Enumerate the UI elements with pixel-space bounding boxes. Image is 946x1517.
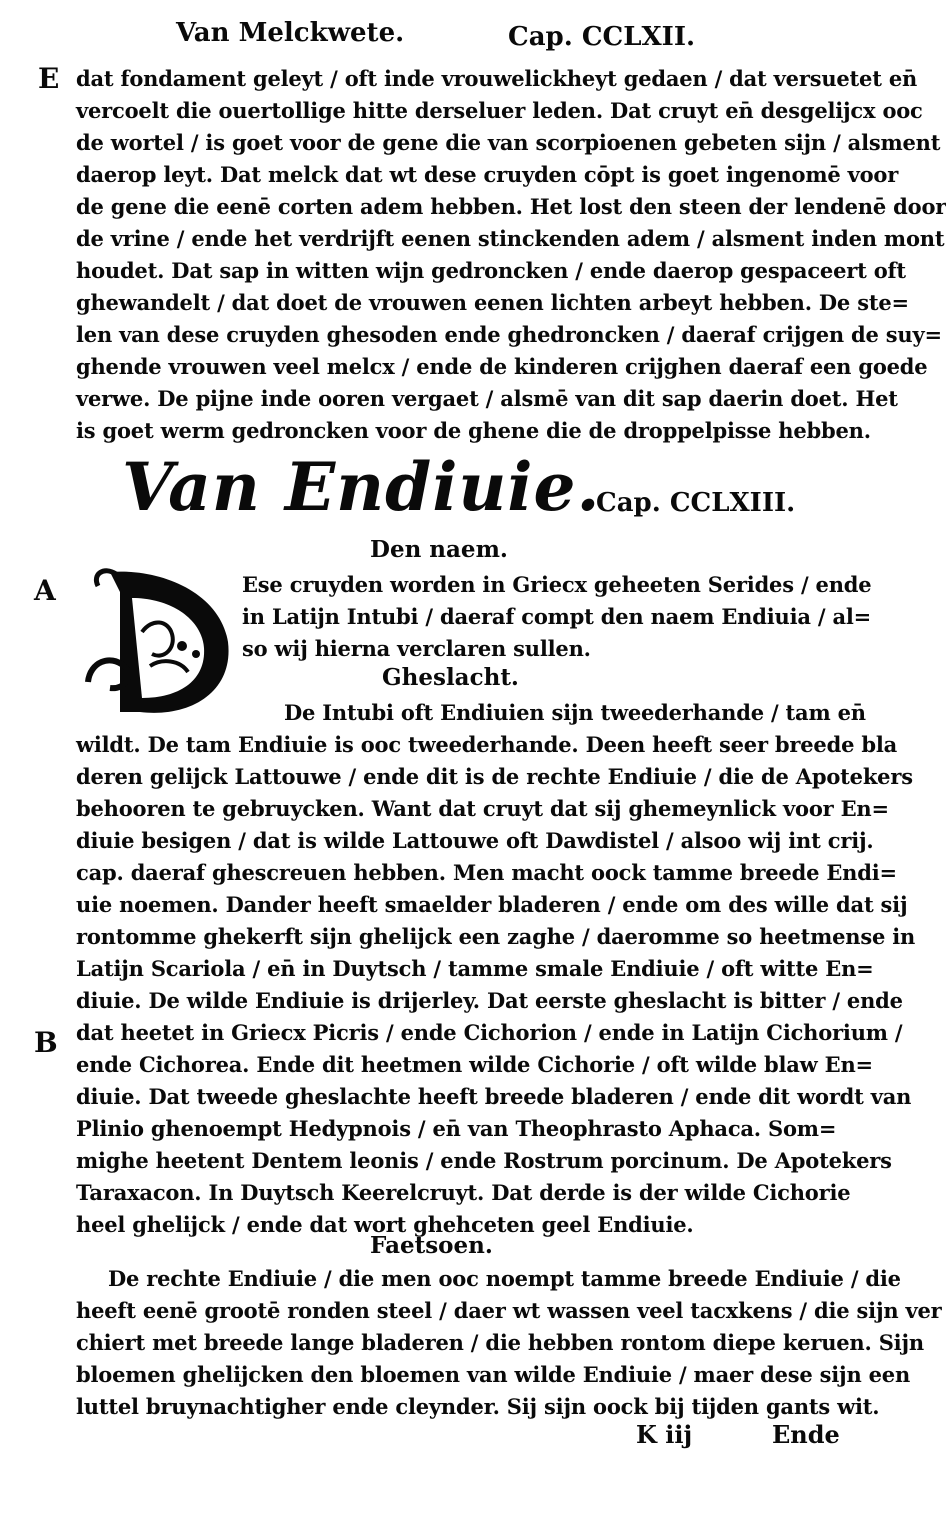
text-line: mighe heetent Dentem leonis / ende Rostrum porcinum. De Apotekers bbox=[76, 1148, 892, 1173]
chapter-number: Cap. CCLXIII. bbox=[596, 488, 796, 518]
text-line: is goet werm gedroncken voor de ghene die de droppelpisse hebben. bbox=[76, 418, 871, 443]
text-line: De rechte Endiuie / die men ooc noempt tamme breede Endiuie / die bbox=[108, 1266, 901, 1291]
text-line: bloemen ghelijcken den bloemen van wilde Endiuie / maer dese sijn een bbox=[76, 1362, 911, 1387]
text-line: behooren te gebruycken. Want dat cruyt dat sij ghemeynlick voor En= bbox=[76, 796, 889, 821]
text-line: heel ghelijck / ende dat wort ghehceten geel Endiuie. bbox=[76, 1212, 694, 1237]
text-line: diuie. De wilde Endiuie is drijerley. Dat eerste gheslacht is bitter / ende bbox=[76, 988, 903, 1013]
text-line: De Intubi oft Endiuien sijn tweederhande / tam en̄ bbox=[284, 700, 866, 725]
text-line: len van dese cruyden ghesoden ende ghedroncken / daeraf crijgen de suy= bbox=[76, 322, 942, 347]
text-line: ghende vrouwen veel melcx / ende de kinderen crijghen daeraf een goede bbox=[76, 354, 928, 379]
section-heading-gheslacht: Gheslacht. bbox=[382, 664, 519, 691]
section-heading-faetsoen: Faetsoen. bbox=[370, 1232, 493, 1259]
margin-letter-e: E bbox=[38, 62, 60, 95]
text-line: de vrine / ende het verdrijft eenen stinckenden adem / alsment inden mont bbox=[76, 226, 945, 251]
drop-cap-d bbox=[80, 562, 240, 722]
text-line: uie noemen. Dander heeft smaelder bladeren / ende om des wille dat sij bbox=[76, 892, 908, 917]
text-line: de wortel / is goet voor de gene die van scorpioenen gebeten sijn / alsment bbox=[76, 130, 941, 155]
text-line: verwe. De pijne inde ooren vergaet / alsmē van dit sap daerin doet. Het bbox=[76, 386, 898, 411]
chapter-title: Van Endiuie. bbox=[122, 448, 601, 526]
chapter-reference: Cap. CCLXII. bbox=[508, 22, 696, 52]
text-line: de gene die eenē corten adem hebben. Het lost den steen der lendenē door bbox=[76, 194, 946, 219]
text-line: Latijn Scariola / en̄ in Duytsch / tamme smale Endiuie / oft witte En= bbox=[76, 956, 874, 981]
text-line: dat heetet in Griecx Picris / ende Cichorion / ende in Latijn Cichorium / bbox=[76, 1020, 903, 1045]
signature-mark: K iij bbox=[636, 1420, 693, 1449]
text-line: deren gelijck Lattouwe / ende dit is de rechte Endiuie / die de Apotekers bbox=[76, 764, 913, 789]
section-heading-naem: Den naem. bbox=[370, 536, 508, 563]
text-line: vercoelt die ouertollige hitte derseluer leden. Dat cruyt en̄ desgelijcx ooc bbox=[76, 98, 923, 123]
text-line: rontomme ghekerft sijn ghelijck een zaghe / daeromme so heetmense in bbox=[76, 924, 916, 949]
text-line: luttel bruynachtigher ende cleynder. Sij sijn oock bij tijden gants wit. bbox=[76, 1394, 880, 1419]
text-line: cap. daeraf ghescreuen hebben. Men macht oock tamme breede Endi= bbox=[76, 860, 897, 885]
text-line: so wij hierna verclaren sullen. bbox=[242, 636, 591, 661]
text-line: heeft eenē grootē ronden steel / daer wt wassen veel tacxkens / die sijn ver bbox=[76, 1298, 942, 1323]
text-line: dat fondament geleyt / oft inde vrouwelickheyt gedaen / dat versuetet en̄ bbox=[76, 66, 918, 91]
text-line: diuie. Dat tweede gheslachte heeft breede bladeren / ende dit wordt van bbox=[76, 1084, 912, 1109]
running-title: Van Melckwete. bbox=[176, 18, 405, 48]
text-line: ghewandelt / dat doet de vrouwen eenen lichten arbeyt hebben. De ste= bbox=[76, 290, 909, 315]
text-line: Plinio ghenoempt Hedypnois / en̄ van Theophrasto Aphaca. Som= bbox=[76, 1116, 837, 1141]
text-line: ende Cichorea. Ende dit heetmen wilde Cichorie / oft wilde blaw En= bbox=[76, 1052, 873, 1077]
text-line: daerop leyt. Dat melck dat wt dese cruyden cōpt is goet ingenomē voor bbox=[76, 162, 899, 187]
text-line: wildt. De tam Endiuie is ooc tweederhande. Deen heeft seer breede bla bbox=[76, 732, 898, 757]
text-line: houdet. Dat sap in witten wijn gedroncken / ende daerop gespaceert oft bbox=[76, 258, 906, 283]
catchword: Ende bbox=[772, 1420, 840, 1449]
margin-letter-a: A bbox=[34, 574, 56, 607]
text-line: Taraxacon. In Duytsch Keerelcruyt. Dat derde is der wilde Cichorie bbox=[76, 1180, 851, 1205]
text-line: diuie besigen / dat is wilde Lattouwe oft Dawdistel / alsoo wij int crij. bbox=[76, 828, 874, 853]
text-line: in Latijn Intubi / daeraf compt den naem Endiuia / al= bbox=[242, 604, 872, 629]
margin-letter-b: B bbox=[34, 1026, 58, 1059]
text-line: chiert met breede lange bladeren / die hebben rontom diepe keruen. Sijn bbox=[76, 1330, 924, 1355]
text-line: Ese cruyden worden in Griecx geheeten Serides / ende bbox=[242, 572, 872, 597]
